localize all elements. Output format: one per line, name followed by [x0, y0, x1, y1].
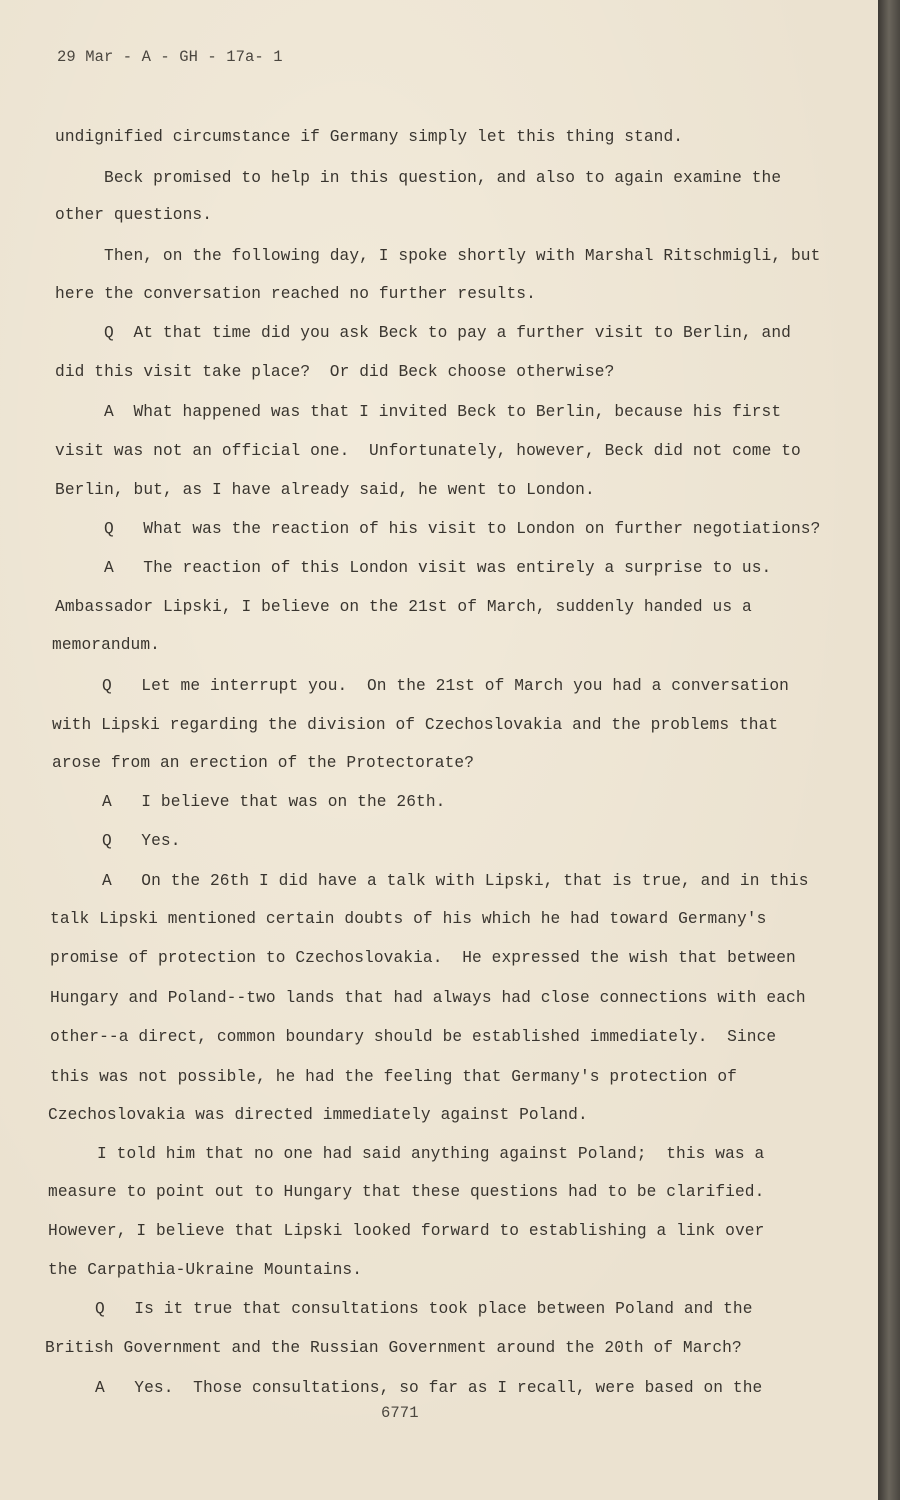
text-line: with Lipski regarding the division of Czechoslovakia and the problems that [52, 716, 779, 734]
text-line: A I believe that was on the 26th. [102, 793, 446, 811]
text-line: Hungary and Poland--two lands that had always had close connections with each [50, 989, 806, 1007]
text-line: measure to point out to Hungary that these questions had to be clarified. [48, 1183, 765, 1201]
text-line: Beck promised to help in this question, and also to again examine the [104, 169, 782, 187]
text-line: this was not possible, he had the feeling that Germany's protection of [50, 1068, 737, 1086]
text-line: Q Is it true that consultations took place between Poland and the [95, 1300, 753, 1318]
text-line: I told him that no one had said anything against Poland; this was a [97, 1145, 765, 1163]
text-line: talk Lipski mentioned certain doubts of his which he had toward Germany's [50, 910, 767, 928]
text-line: British Government and the Russian Government around the 20th of March? [45, 1339, 742, 1357]
page-number: 6771 [381, 1404, 419, 1422]
text-line: Czechoslovakia was directed immediately against Poland. [48, 1106, 588, 1124]
text-line: arose from an erection of the Protectorate? [52, 754, 475, 772]
text-line: Q Yes. [102, 832, 181, 850]
text-line: A Yes. Those consultations, so far as I recall, were based on the [95, 1379, 763, 1397]
page-header: 29 Mar - A - GH - 17a- 1 [57, 48, 283, 66]
text-line: Then, on the following day, I spoke shortly with Marshal Ritschmigli, but [104, 247, 821, 265]
text-line: other questions. [55, 206, 213, 224]
text-line: A What happened was that I invited Beck to Berlin, because his first [104, 403, 782, 421]
text-line: Ambassador Lipski, I believe on the 21st of March, suddenly handed us a [55, 598, 752, 616]
text-line: memorandum. [52, 636, 160, 654]
text-line: here the conversation reached no further results. [55, 285, 536, 303]
text-line: Berlin, but, as I have already said, he went to London. [55, 481, 595, 499]
text-line: other--a direct, common boundary should be established immediately. Since [50, 1028, 777, 1046]
text-line: Q At that time did you ask Beck to pay a further visit to Berlin, and [104, 324, 791, 342]
text-line: However, I believe that Lipski looked forward to establishing a link over [48, 1222, 765, 1240]
text-line: did this visit take place? Or did Beck choose otherwise? [55, 363, 615, 381]
text-line: A The reaction of this London visit was entirely a surprise to us. [104, 559, 772, 577]
text-line: visit was not an official one. Unfortunately, however, Beck did not come to [55, 442, 801, 460]
text-line: Q Let me interrupt you. On the 21st of March you had a conversation [102, 677, 789, 695]
scan-edge [878, 0, 900, 1500]
text-line: A On the 26th I did have a talk with Lipski, that is true, and in this [102, 872, 809, 890]
text-line: Q What was the reaction of his visit to London on further negotiations? [104, 520, 821, 538]
text-line: the Carpathia-Ukraine Mountains. [48, 1261, 363, 1279]
text-line: undignified circumstance if Germany simply let this thing stand. [55, 128, 684, 146]
text-line: promise of protection to Czechoslovakia. He expressed the wish that between [50, 949, 796, 967]
